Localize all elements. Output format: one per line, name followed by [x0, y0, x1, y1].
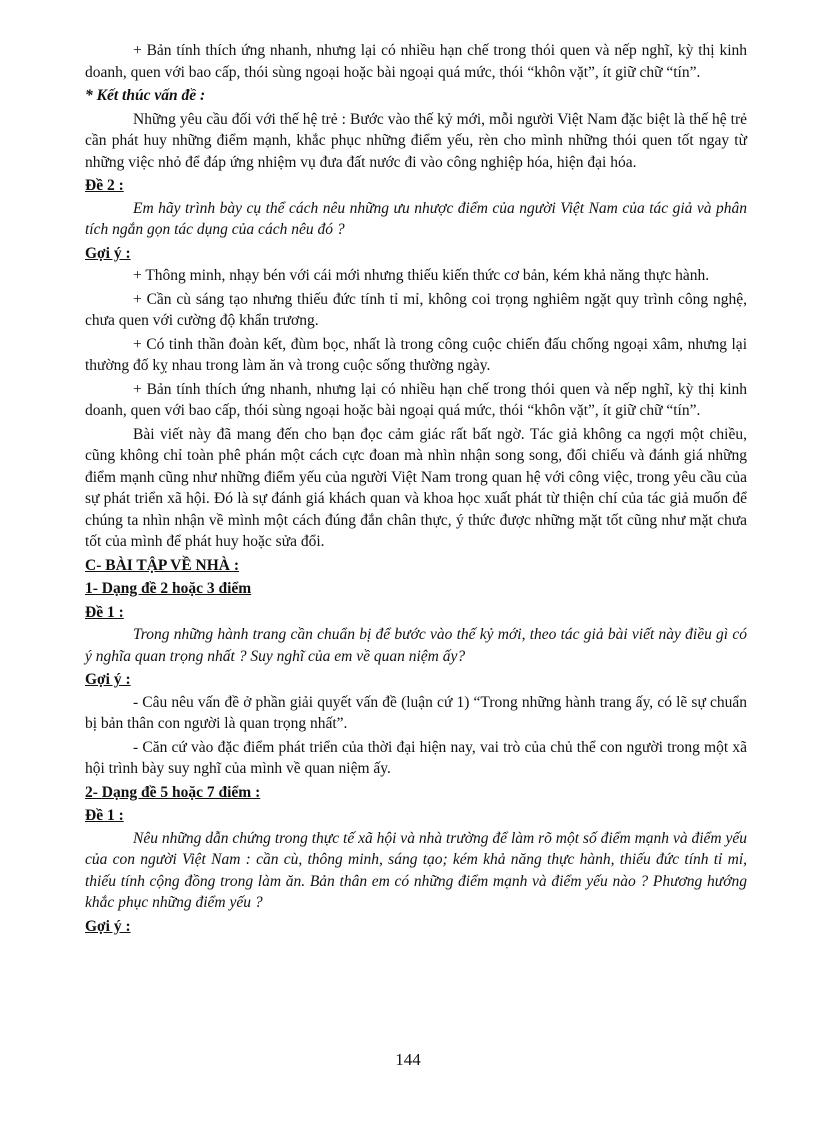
- paragraph: Bài viết này đã mang đến cho bạn đọc cảm giác rất bất ngờ. Tác giả không ca ngợi một chiều, cũng không chỉ toàn phê phán một cách cực đoan mà nhìn nhận song song, đối chiếu và đánh giá những điểm mạnh cũng như những điểm yếu của người Việt Nam trong quan hệ với công việc, trong yêu cầu của sự phát triển xã hội. Đó là sự đánh giá khách quan và khoa học xuất phát từ thiện chí của tác giả muốn để chúng ta nhìn nhận về mình một cách đúng đắn chân thực, ý thức được những mặt tốt cũng như mặt chưa tốt của mình để phát huy hoặc sửa đổi.: [85, 425, 747, 550]
- question-heading: Đề 2 :: [85, 177, 124, 194]
- hint-item: - Câu nêu vấn đề ở phần giải quyết vấn đề (luận cứ 1) “Trong những hành trang ấy, có lẽ sự chuẩn bị bản thân con người là quan trọng nhất”.: [85, 693, 747, 732]
- subsection-heading: 1- Dạng đề 2 hoặc 3 điểm: [85, 580, 252, 597]
- paragraph: + Bản tính thích ứng nhanh, nhưng lại có nhiều hạn chế trong thói quen và nếp nghĩ, kỳ thị kinh doanh, quen với bao cấp, thói sùng ngoại hoặc bài ngoại quá mức, thói “khôn vặt”, ít giữ chữ “tín”.: [85, 42, 747, 81]
- hint-heading: Gợi ý :: [85, 917, 131, 935]
- subsection-heading: 2- Dạng đề 5 hoặc 7 điểm :: [85, 783, 261, 801]
- section-heading: * Kết thúc vấn đề :: [85, 87, 206, 104]
- hint-heading: Gợi ý :: [85, 244, 131, 262]
- question-heading: Đề 1 :: [85, 807, 124, 824]
- paragraph: Những yêu cầu đối với thế hệ trẻ : Bước vào thế kỷ mới, mỗi người Việt Nam đặc biệt là thế hệ trẻ cần phát huy những điểm mạnh, khắc phục những điểm yếu, rèn cho mình những thói quen tốt ngay từ những việc nhỏ để đáp ứng nhiệm vụ đưa đất nước đi vào công nghiệp hóa, hiện đại hóa.: [85, 110, 747, 171]
- hint-item: - Căn cứ vào đặc điểm phát triển của thời đại hiện nay, vai trò của chủ thể con người trong một xã hội trình bày suy nghĩ của mình về quan niệm ấy.: [85, 738, 747, 777]
- question-text: Trong những hành trang cần chuẩn bị để bước vào thế kỷ mới, theo tác giả bài viết này điều gì có ý nghĩa quan trọng nhất ? Suy nghĩ của em về quan niệm ấy?: [85, 626, 747, 665]
- hint-heading: Gợi ý :: [85, 671, 131, 688]
- hint-item: + Có tinh thần đoàn kết, đùm bọc, nhất là trong công cuộc chiến đấu chống ngoại xâm, nhưng lại thường đố kỵ nhau trong làm ăn và trong cuộc sống thường ngày.: [85, 335, 747, 374]
- hint-item: + Cần cù sáng tạo nhưng thiếu đức tính tỉ mỉ, không coi trọng nghiêm ngặt quy trình công nghệ, chưa quen với cường độ khẩn trương.: [85, 290, 747, 329]
- document-page: [85, 40, 747, 938]
- page-number: 144: [395, 1050, 421, 1069]
- question-text: Nêu những dẫn chứng trong thực tế xã hội và nhà trường để làm rõ một số điểm mạnh và điểm yếu của con người Việt Nam : cần cù, thông minh, sáng tạo; kém khả năng thực hành, thiếu đức tính tỉ mỉ, thiếu tính cộng đồng trong làm ăn. Bản thân em có những điểm mạnh và điểm yếu nào ? Phương hướng khắc phục những điểm yếu ?: [85, 829, 747, 911]
- section-heading: C- BÀI TẬP VỀ NHÀ :: [85, 556, 240, 574]
- question-heading: Đề 1 :: [85, 603, 124, 621]
- question-text: Em hãy trình bày cụ thể cách nêu những ưu nhược điểm của người Việt Nam của tác giả và phân tích ngắn gọn tác dụng của cách nêu đó ?: [85, 199, 747, 238]
- hint-item: + Bản tính thích ứng nhanh, nhưng lại có nhiều hạn chế trong thói quen và nếp nghĩ, kỳ thị kinh doanh, quen với bao cấp, thói sùng ngoại hoặc bài ngoại quá mức, thói “khôn vặt”, ít giữ chữ “tín”.: [85, 380, 747, 419]
- hint-item: + Thông minh, nhạy bén với cái mới nhưng thiếu kiến thức cơ bản, kém khả năng thực hành.: [133, 267, 710, 284]
